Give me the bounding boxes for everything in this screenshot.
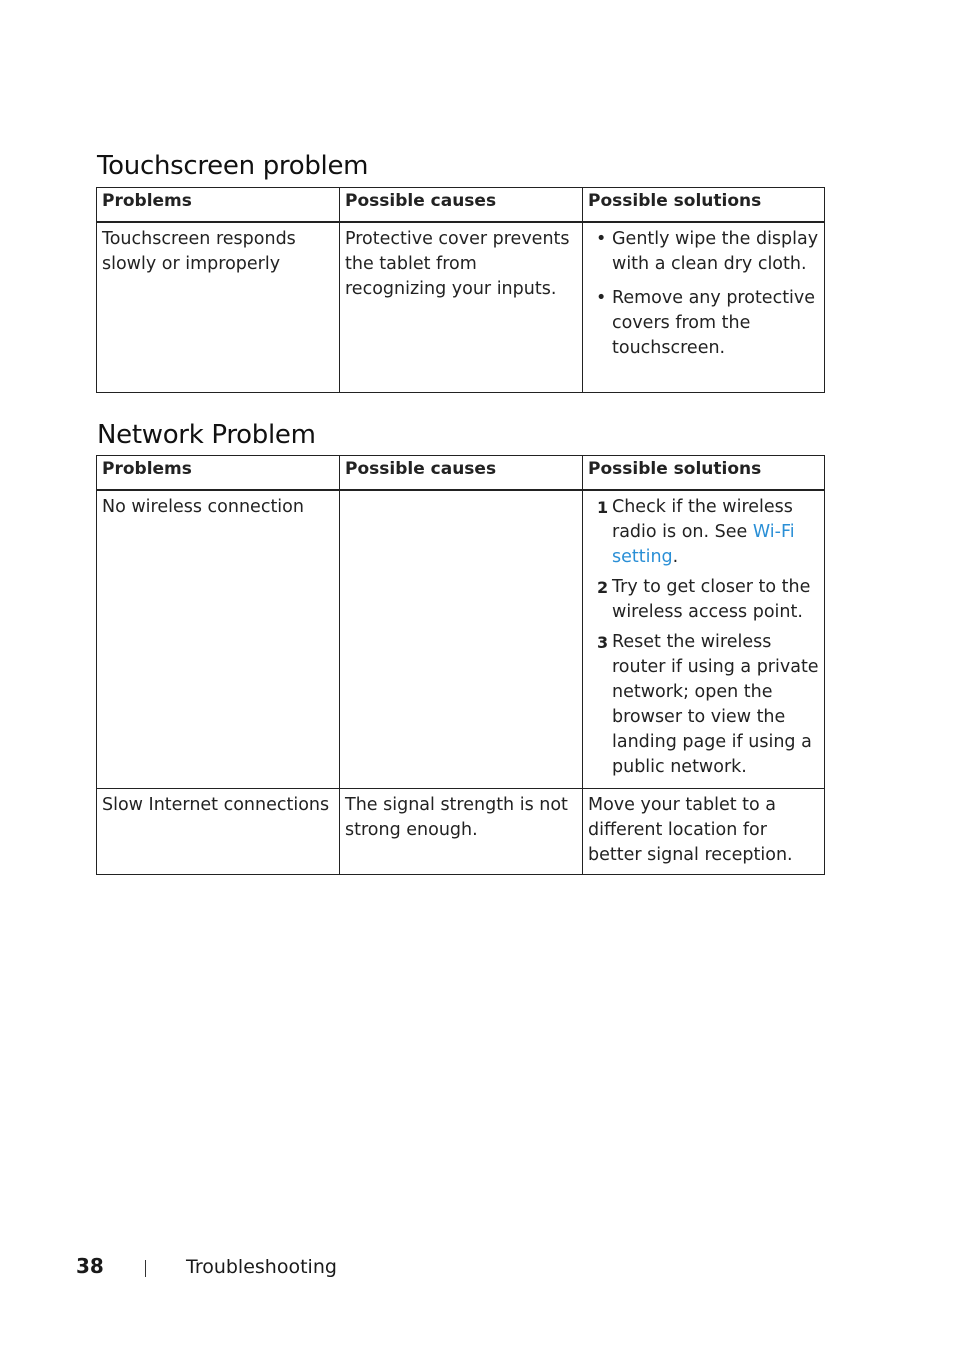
step-text: Reset the wireless router if using a private network; open the browser to view the landing page if using a public network.: [612, 632, 819, 777]
table-header-row: [97, 456, 825, 491]
step-text-end: .: [672, 547, 679, 567]
network-section-title: Network Problem: [97, 420, 316, 450]
list-item: [597, 630, 819, 780]
header-possible-causes: Possible causes: [340, 188, 583, 223]
table-row: [97, 788, 825, 874]
step-text: Try to get closer to the wireless access point.: [612, 577, 811, 622]
problem-cell: Touchscreen responds slowly or improperly: [97, 222, 340, 392]
cause-cell: [340, 490, 583, 788]
table-row: [97, 490, 825, 788]
solution-bullet-list: [588, 227, 819, 361]
header-possible-solutions: Possible solutions: [583, 188, 825, 223]
cause-cell: Protective cover prevents the tablet from recognizing your inputs.: [340, 222, 583, 392]
footer-separator: [145, 1260, 146, 1277]
touchscreen-problem-table: [96, 187, 825, 393]
header-possible-causes: Possible causes: [340, 456, 583, 491]
bullet-icon: •: [596, 288, 607, 308]
step-number: 3: [597, 633, 609, 652]
solution-text: Remove any protective covers from the touchscreen.: [612, 288, 816, 358]
step-text: Check if the wireless radio is on. See: [612, 497, 793, 542]
solution-cell: [583, 222, 825, 392]
table-row: [97, 222, 825, 392]
problem-cell: No wireless connection: [97, 490, 340, 788]
list-item: [596, 227, 819, 277]
list-item: [597, 575, 819, 625]
list-item: [596, 286, 819, 361]
network-problem-table: [96, 455, 825, 875]
cause-cell: The signal strength is not strong enough.: [340, 788, 583, 874]
step-number: 2: [597, 578, 609, 597]
solution-step-list: [588, 495, 819, 780]
solution-cell: [583, 490, 825, 788]
wifi-setting-link[interactable]: Wi-Fi setting: [612, 522, 795, 567]
header-possible-solutions: Possible solutions: [583, 456, 825, 491]
touchscreen-section-title: Touchscreen problem: [97, 151, 369, 181]
step-number: 1: [597, 498, 609, 517]
list-item: [597, 495, 819, 570]
page-number: 38: [76, 1254, 104, 1278]
solution-cell: Move your tablet to a different location for better signal reception.: [583, 788, 825, 874]
table-header-row: [97, 188, 825, 223]
header-problems: Problems: [97, 188, 340, 223]
solution-text: Gently wipe the display with a clean dry cloth.: [612, 229, 819, 274]
problem-cell: Slow Internet connections: [97, 788, 340, 874]
header-problems: Problems: [97, 456, 340, 491]
footer-chapter-title: Troubleshooting: [186, 1256, 337, 1278]
bullet-icon: •: [596, 229, 607, 249]
